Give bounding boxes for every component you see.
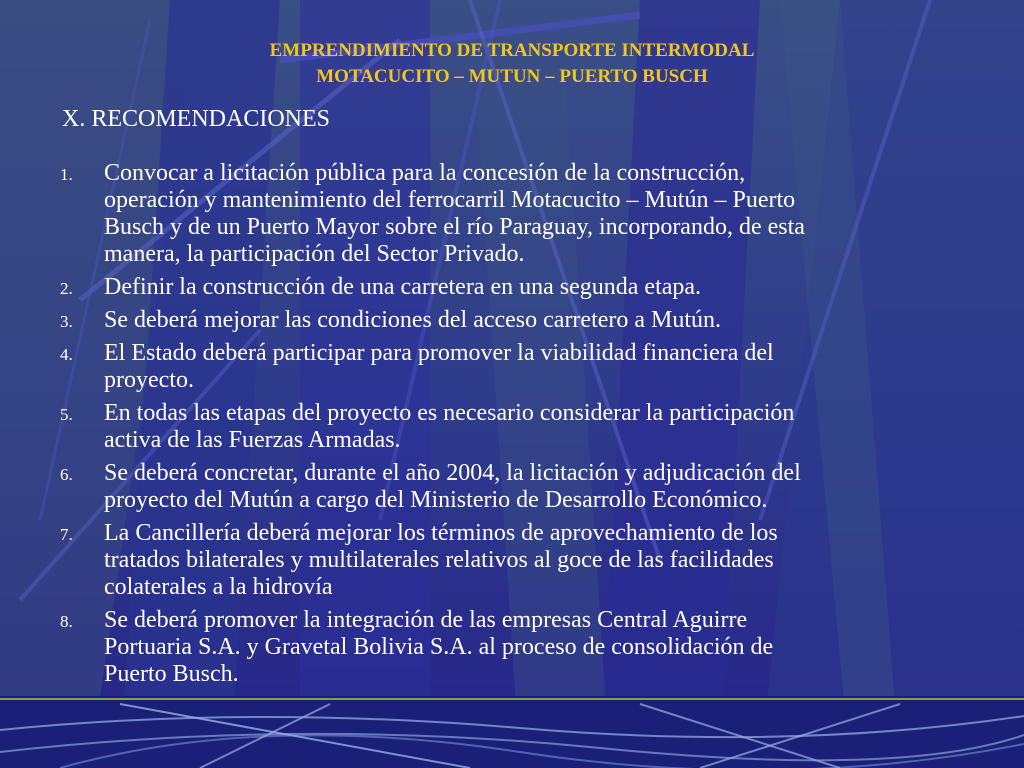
list-item <box>60 460 960 514</box>
list-item-text-line: Se deberá mejorar las condiciones del acceso carretero a Mutún. <box>104 307 722 333</box>
list-item-text-line: La Cancillería deberá mejorar los términos de aprovechamiento de los <box>104 520 778 546</box>
section-title: X. RECOMENDACIONES <box>62 106 331 132</box>
list-item-text-line: operación y mantenimiento del ferrocarril Motacucito – Mutún – Puerto <box>104 187 796 213</box>
list-item-number: 5. <box>60 405 73 424</box>
list-item-text-line: Convocar a licitación pública para la concesión de la construcción, <box>104 160 746 186</box>
list-item <box>60 520 960 601</box>
list-item-text-line: tratados bilaterales y multilaterales relativos al goce de las facilidades <box>104 547 774 573</box>
header-line-1: EMPRENDIMIENTO DE TRANSPORTE INTERMODAL <box>269 40 755 61</box>
list-item-text-line: Busch y de un Puerto Mayor sobre el río Paraguay, incorporando, de esta <box>104 214 805 240</box>
list-item-text-line: colaterales a la hidrovía <box>104 574 333 600</box>
list-item-text-line: Portuaria S.A. y Gravetal Bolivia S.A. al proceso de consolidación de <box>104 634 774 660</box>
list-item-number: 2. <box>60 279 73 298</box>
list-item <box>60 160 960 268</box>
list-item <box>60 274 960 301</box>
slide-header <box>0 38 1024 90</box>
list-item-text-line: manera, la participación del Sector Privado. <box>104 241 525 267</box>
list-item-text-line: En todas las etapas del proyecto es necesario considerar la participación <box>104 400 795 426</box>
list-item-text-line: Definir la construcción de una carretera en una segunda etapa. <box>104 274 702 300</box>
header-line-2: MOTACUCITO – MUTUN – PUERTO BUSCH <box>316 66 708 87</box>
list-item <box>60 400 960 454</box>
list-item <box>60 607 960 688</box>
list-item-text-line: Se deberá promover la integración de las empresas Central Aguirre <box>104 607 748 633</box>
list-item-text-line: activa de las Fuerzas Armadas. <box>104 427 401 453</box>
list-item-number: 8. <box>60 612 73 631</box>
list-item-number: 3. <box>60 312 73 331</box>
list-item-text-line: proyecto del Mutún a cargo del Ministerio de Desarrollo Económico. <box>104 487 768 513</box>
list-item-text-line: proyecto. <box>104 367 194 393</box>
recommendations-list <box>60 160 960 694</box>
list-item-number: 1. <box>60 165 73 184</box>
list-item <box>60 340 960 394</box>
list-item-text-line: Puerto Busch. <box>104 661 239 687</box>
list-item-number: 6. <box>60 465 73 484</box>
list-item-text-line: Se deberá concretar, durante el año 2004, la licitación y adjudicación del <box>104 460 801 486</box>
list-item <box>60 307 960 334</box>
list-item-number: 7. <box>60 525 73 544</box>
list-item-number: 4. <box>60 345 73 364</box>
list-item-text-line: El Estado deberá participar para promover la viabilidad financiera del <box>104 340 774 366</box>
